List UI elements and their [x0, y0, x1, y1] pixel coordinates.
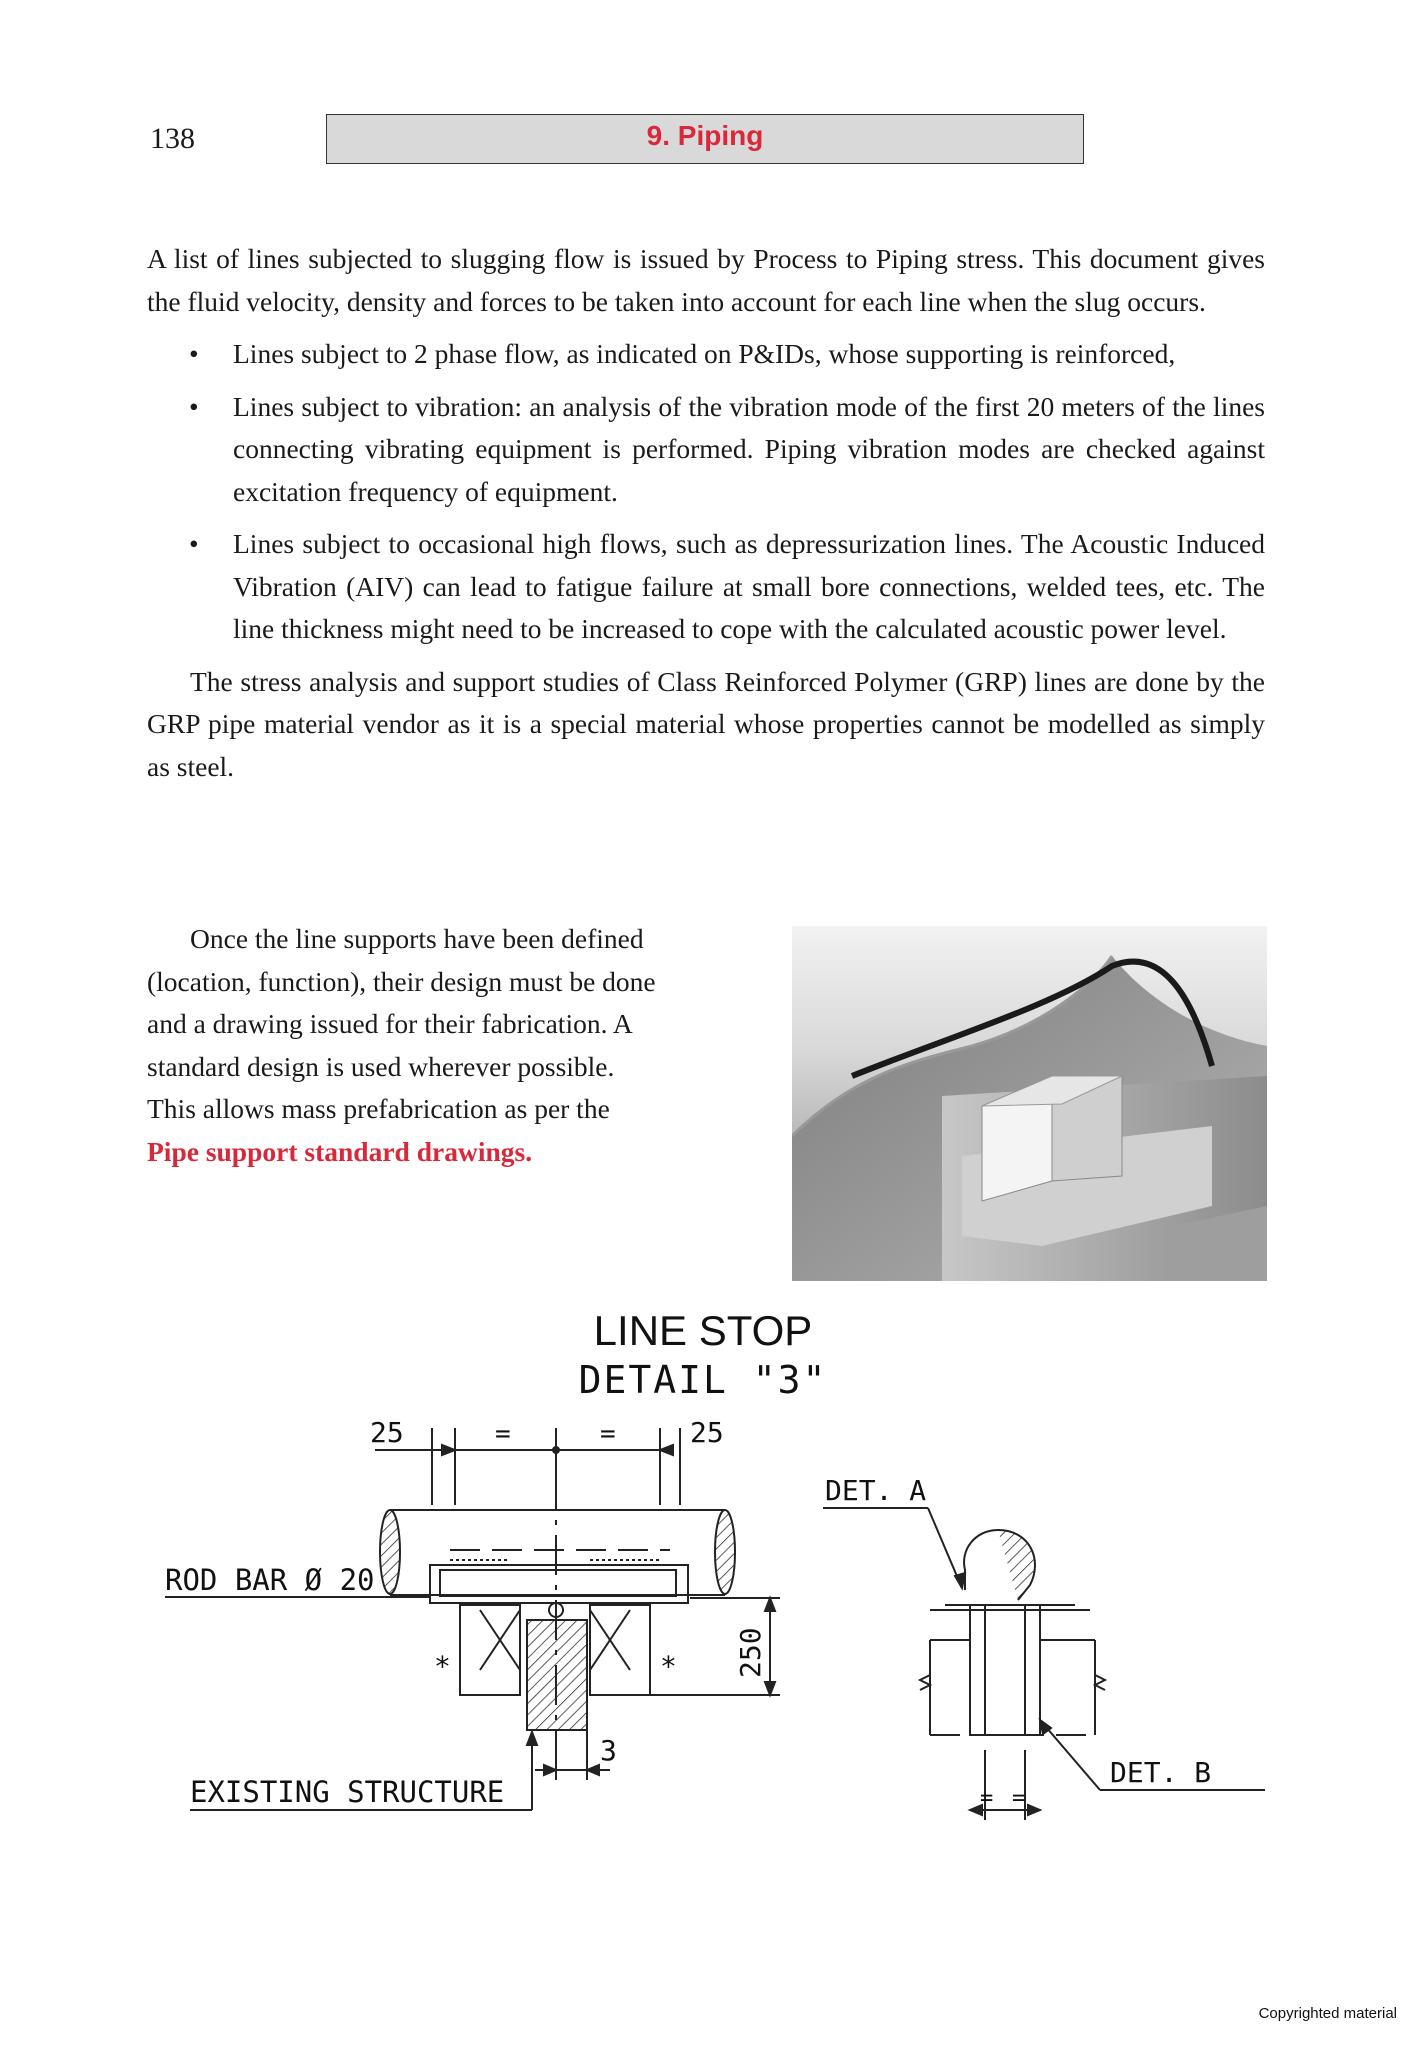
dim-equal-detail-right: = — [1012, 1786, 1026, 1811]
bullet-text: Lines subject to 2 phase flow, as indicated on P&IDs, whose supporting is reinforced, — [233, 338, 1176, 369]
grp-paragraph: The stress analysis and support studies of Class Reinforced Polymer (GRP) lines are done by the GRP pipe material vendor as it is a special material whose properties cannot be modelled as simply as steel. — [147, 665, 1265, 782]
drawing-subtitle: DETAIL "3" — [578, 1358, 828, 1402]
list-item — [147, 333, 1265, 376]
bullet-icon: • — [189, 390, 199, 422]
weld-mark-left: * — [434, 1650, 451, 1683]
drawing-title: LINE STOP — [593, 1307, 813, 1354]
dim-equal-detail-left: = — [980, 1786, 994, 1811]
support-text: Once the line supports have been defined (location, function), their design must be done and a drawing issued for their fabrication. A standard design is used wherever possible. This allows mass prefabrication as per the — [147, 923, 656, 1124]
dim-right: 25 — [690, 1416, 724, 1449]
pipe-support-photo — [792, 926, 1267, 1281]
dim-height: 250 — [734, 1627, 767, 1678]
intro-paragraph: A list of lines subjected to slugging flow is issued by Process to Piping stress. This document gives the fluid velocity, density and forces to be taken into account for each line when the slug occurs. — [147, 243, 1265, 317]
dim-equal-left: = — [495, 1419, 511, 1449]
label-rod-bar: ROD BAR Ø 20 — [165, 1563, 375, 1597]
bullet-list — [147, 333, 1265, 651]
weld-mark-right: * — [660, 1650, 677, 1683]
copyright-notice: Copyrighted material — [1258, 2005, 1397, 2022]
page-number: 138 — [150, 122, 195, 155]
label-existing-structure: EXISTING STRUCTURE — [190, 1775, 505, 1809]
bullet-icon: • — [189, 528, 199, 559]
dim-gap: 3 — [600, 1734, 617, 1767]
main-text — [147, 238, 1265, 788]
bullet-icon: • — [189, 338, 199, 369]
support-standard-link[interactable]: Pipe support standard drawings. — [147, 1135, 533, 1167]
list-item — [147, 523, 1265, 651]
dim-left: 25 — [370, 1416, 404, 1449]
chapter-header — [326, 114, 1084, 164]
line-stop-drawing — [150, 1300, 1280, 1840]
label-det-b: DET. B — [1110, 1756, 1212, 1789]
chapter-title: 9. Piping — [646, 120, 764, 151]
bullet-text: Lines subject to occasional high flows, such as depressurization lines. The Acoustic Induced Vibration (AIV) can lead to fatigue failure at small bore connections, welded tees, etc. The line thickness might need to be increased to cope with the calculated acoustic power level. — [233, 528, 1265, 644]
dim-equal-right: = — [600, 1419, 616, 1449]
label-det-a: DET. A — [825, 1474, 927, 1507]
list-item — [147, 386, 1265, 514]
support-paragraph — [147, 918, 667, 1173]
bullet-text: Lines subject to vibration: an analysis of the vibration mode of the first 20 meters of the lines connecting vibrating equipment is performed. Piping vibration modes are checked against excitation frequency of equipment. — [233, 390, 1265, 507]
